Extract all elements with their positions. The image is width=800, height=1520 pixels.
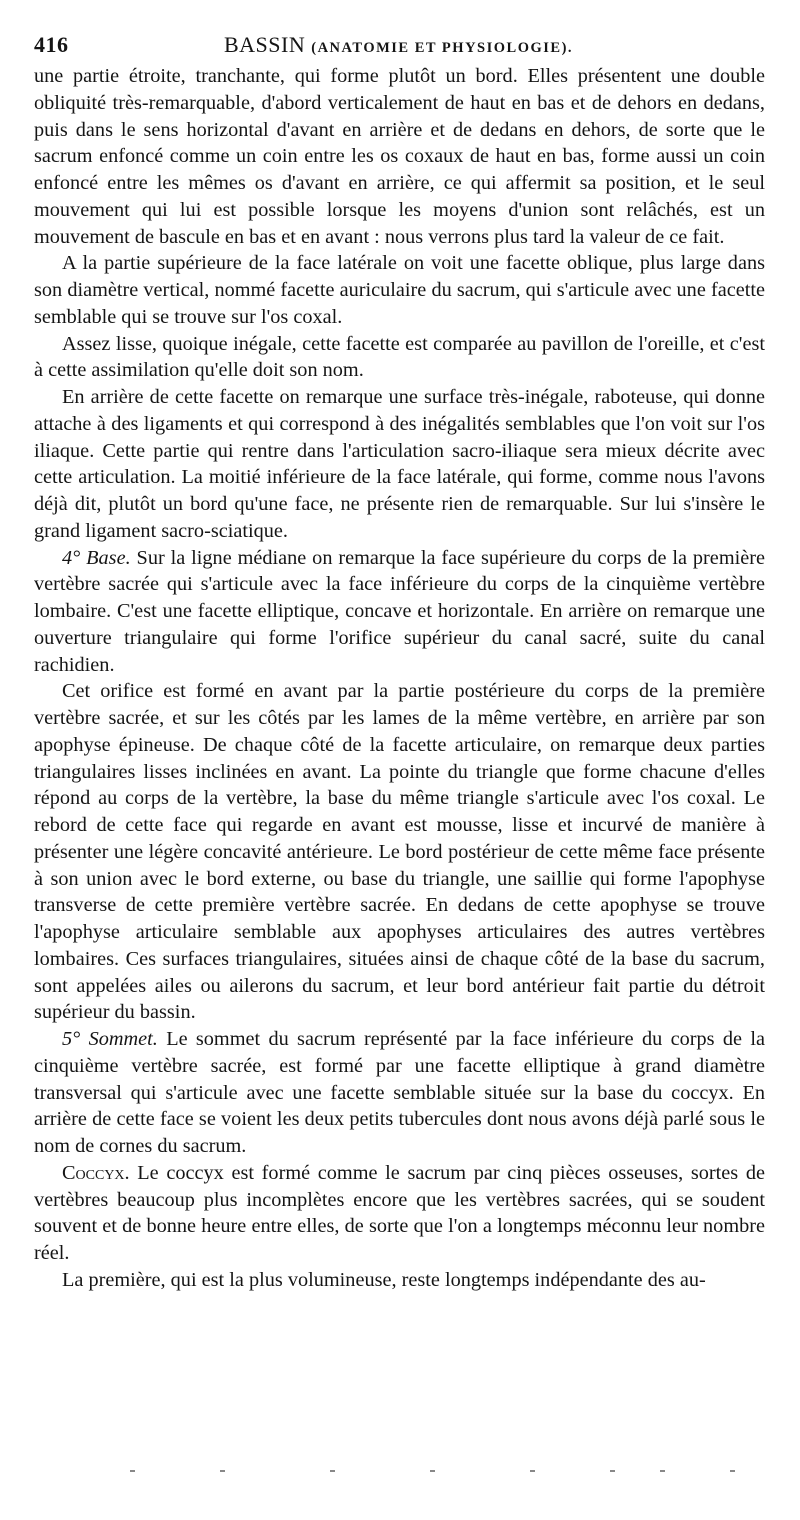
speck	[430, 1470, 435, 1472]
paragraph-base	[34, 545, 765, 679]
running-head	[34, 30, 770, 60]
speck	[730, 1470, 735, 1472]
section-lead-sommet: 5° Sommet.	[62, 1028, 158, 1050]
paragraph-sommet	[34, 1026, 765, 1160]
chapter-title-main: BASSIN	[224, 32, 306, 57]
paragraph	[34, 331, 765, 385]
paragraph-text: Sur la ligne médiane on remarque la face supérieure du corps de la première vertèbre sacrée qui s'articule avec la face inférieure du corps de la cinquième vertèbre lombaire. C'est une facette elliptique, concave et horizontale. En arrière on remarque une ouverture triangulaire qui forme l'orifice supérieur du canal sacré, suite du canal rachidien.	[34, 546, 765, 676]
paragraph-text: Cet orifice est formé en avant par la partie postérieure du corps de la première vertèbre sacrée, et sur les côtés par les lames de la même vertèbre, en arrière par son apophyse épineuse. De chaque côté de la facette articulaire, on remarque deux parties triangulaires lisses inclinées en avant. La pointe du triangle que forme chacune d'elles répond au corps de la vertèbre, la base du même triangle s'articule avec l'os coxal. Le rebord de cette face qui regarde en avant est mousse, lisse et incurvé de manière à présenter une légère concavité antérieure. Le bord postérieur de cette même face présente à son union avec le bord externe, ou base du triangle, une saillie qui forme l'apophyse transverse de cette première vertèbre sacrée. En dedans de cette apophyse se trouve l'apophyse articulaire semblable aux apophyses articulaires des autres vertèbres lombaires. Ces surfaces triangulaires, situées ainsi de chaque côté de la base du sacrum, sont appelées ailes ou ailerons du sacrum, et leur bord antérieur fait partie du détroit supérieur du bassin.	[34, 680, 765, 1024]
paragraph	[34, 384, 765, 545]
speck	[610, 1470, 615, 1472]
speck	[220, 1470, 225, 1472]
speck	[530, 1470, 535, 1472]
paragraph	[34, 678, 765, 1026]
section-lead-coccyx: Coccyx.	[62, 1161, 130, 1184]
paragraph-text: A la partie supérieure de la face latérale on voit une facette oblique, plus large dans son diamètre vertical, nommé facette auriculaire du sacrum, qui s'articule avec une facette semblable qui se trouve sur l'os coxal.	[34, 252, 765, 328]
chapter-title	[224, 32, 573, 58]
paragraph-text: Le coccyx est formé comme le sacrum par cinq pièces osseuses, sortes de vertèbres beaucoup plus incomplètes encore que les vertèbres sacrées, qui se soudent souvent et de bonne heure entre elles, de sorte que l'on a longtemps méconnu leur nombre réel.	[34, 1161, 765, 1264]
page-number: 416	[34, 32, 69, 57]
paragraph	[34, 63, 765, 250]
chapter-subtitle: (ANATOMIE ET PHYSIOLOGIE).	[311, 40, 574, 56]
paragraph-text: Le sommet du sacrum représenté par la face inférieure du corps de la cinquième vertèbre sacrée, est formé par une facette elliptique à grand diamètre transversal qui s'articule avec une facette semblable située sur la base du coccyx. En arrière de cette face se voient les deux petits tubercules dont nous avons déjà parlé sous le nom de cornes du sacrum.	[34, 1028, 765, 1157]
paragraph	[34, 250, 765, 330]
paragraph-coccyx	[34, 1160, 765, 1267]
paragraph-text: une partie étroite, tranchante, qui forme plutôt un bord. Elles présentent une double obliquité très-remarquable, d'abord verticalement de haut en bas et de dehors en dedans, puis dans le sens horizontal d'avant en arrière et de dedans en dehors, de sorte que le sacrum enfoncé comme un coin entre les os coxaux de haut en bas, forme aussi un coin enfoncé entre les mêmes os d'avant en arrière, ce qui affermit sa position, et le seul mouvement qui lui est possible lorsque les moyens d'union sont relâchés, est un mouvement de bascule en bas et en avant : nous verrons plus tard la valeur de ce fait.	[34, 65, 765, 248]
body-text	[34, 63, 765, 1294]
paragraph-text: La première, qui est la plus volumineuse, reste longtemps indépendante des au-	[62, 1268, 706, 1291]
speck	[330, 1470, 335, 1472]
section-lead-base: 4° Base.	[62, 546, 131, 569]
paragraph-text: En arrière de cette facette on remarque une surface très-inégale, raboteuse, qui donne attache à des ligaments et qui correspond à des inégalités semblables que l'on voit sur l'os iliaque. Cette partie qui rentre dans l'articulation sacro-iliaque sera mieux décrite avec cette articulation. La moitié inférieure de la face latérale, qui forme, comme nous l'avons déjà dit, plutôt un bord qu'une face, ne présente rien de remarquable. Sur lui s'insère le grand ligament sacro-sciatique.	[34, 386, 765, 542]
speck	[660, 1470, 665, 1472]
paragraph-text: Assez lisse, quoique inégale, cette facette est comparée au pavillon de l'oreille, et c'est à cette assimilation qu'elle doit son nom.	[34, 332, 765, 382]
paragraph-last-line	[34, 1267, 765, 1294]
print-specks	[130, 1470, 750, 1476]
speck	[130, 1470, 135, 1472]
